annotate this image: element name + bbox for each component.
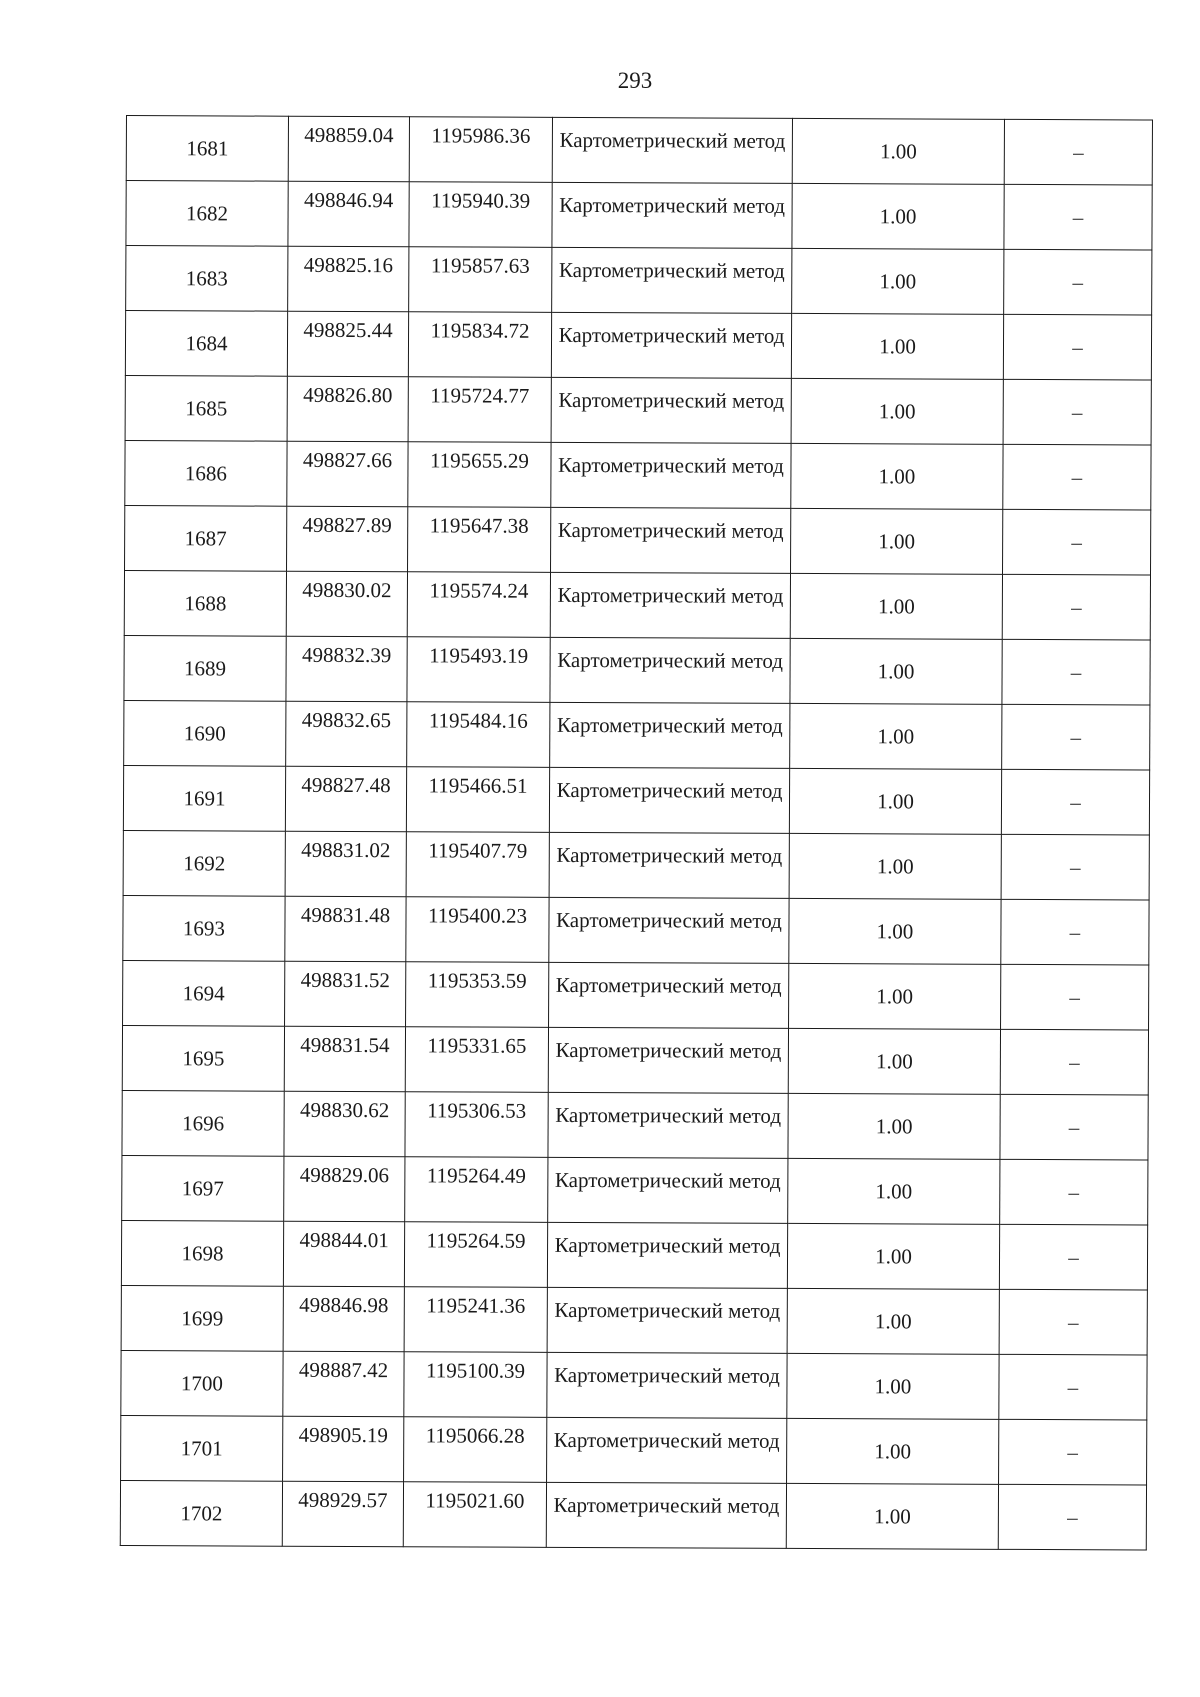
method-cell: Картометрический метод	[548, 1092, 788, 1158]
accuracy-cell: 1.00	[790, 703, 1002, 769]
y-coordinate-cell: 1195066.28	[404, 1417, 547, 1483]
description-cell: –	[1004, 249, 1152, 315]
table-row	[120, 1480, 1146, 1549]
description-cell: –	[999, 1289, 1147, 1355]
table-row	[125, 375, 1151, 444]
method-cell: Картометрический метод	[551, 377, 791, 443]
point-number-cell: 1700	[121, 1350, 283, 1416]
point-number-cell: 1684	[125, 311, 287, 377]
x-coordinate-cell: 498831.52	[285, 961, 406, 1027]
description-cell: –	[1001, 769, 1149, 835]
accuracy-cell: 1.00	[788, 1158, 1000, 1224]
description-cell: –	[999, 1354, 1147, 1420]
point-number-cell: 1699	[121, 1285, 283, 1351]
point-number-cell: 1690	[124, 700, 286, 766]
table-row	[123, 895, 1149, 964]
point-number-cell: 1692	[123, 830, 285, 896]
x-coordinate-cell: 498831.54	[284, 1026, 405, 1092]
y-coordinate-cell: 1195647.38	[408, 507, 551, 573]
y-coordinate-cell: 1195306.53	[405, 1092, 548, 1158]
accuracy-cell: 1.00	[792, 183, 1004, 249]
x-coordinate-cell: 498929.57	[282, 1481, 403, 1547]
description-cell: –	[1002, 704, 1150, 770]
point-number-cell: 1698	[121, 1220, 283, 1286]
accuracy-cell: 1.00	[790, 573, 1002, 639]
accuracy-cell: 1.00	[787, 1418, 999, 1484]
description-cell: –	[1000, 1159, 1148, 1225]
x-coordinate-cell: 498829.06	[284, 1156, 405, 1222]
x-coordinate-cell: 498844.01	[283, 1221, 404, 1287]
description-cell: –	[1004, 184, 1152, 250]
y-coordinate-cell: 1195241.36	[404, 1287, 547, 1353]
y-coordinate-cell: 1195264.59	[404, 1222, 547, 1288]
point-number-cell: 1689	[124, 635, 286, 701]
description-cell: –	[1001, 899, 1149, 965]
table-body	[120, 116, 1152, 1550]
x-coordinate-cell: 498846.94	[288, 181, 409, 247]
method-cell: Картометрический метод	[550, 637, 790, 703]
accuracy-cell: 1.00	[787, 1223, 999, 1289]
table-row	[124, 700, 1150, 769]
table-row	[124, 635, 1150, 704]
point-number-cell: 1683	[126, 246, 288, 312]
method-cell: Картометрический метод	[551, 507, 791, 573]
table-row	[123, 765, 1149, 834]
description-cell: –	[1004, 119, 1152, 185]
method-cell: Картометрический метод	[549, 832, 789, 898]
x-coordinate-cell: 498826.80	[287, 376, 408, 442]
x-coordinate-cell: 498830.62	[284, 1091, 405, 1157]
description-cell: –	[1000, 1094, 1148, 1160]
coordinates-table-wrapper	[120, 115, 1152, 1550]
accuracy-cell: 1.00	[788, 1028, 1000, 1094]
y-coordinate-cell: 1195857.63	[409, 247, 552, 313]
table-row	[123, 960, 1149, 1029]
y-coordinate-cell: 1195986.36	[409, 117, 552, 183]
x-coordinate-cell: 498905.19	[283, 1416, 404, 1482]
point-number-cell: 1693	[123, 895, 285, 961]
y-coordinate-cell: 1195400.23	[406, 897, 549, 963]
point-number-cell: 1694	[123, 960, 285, 1026]
table-row	[121, 1220, 1147, 1289]
x-coordinate-cell: 498827.66	[287, 441, 408, 507]
point-number-cell: 1696	[122, 1090, 284, 1156]
method-cell: Картометрический метод	[547, 1417, 787, 1483]
point-number-cell: 1695	[122, 1025, 284, 1091]
table-row	[121, 1350, 1147, 1419]
table-row	[125, 311, 1151, 380]
description-cell: –	[999, 1419, 1147, 1485]
x-coordinate-cell: 498859.04	[288, 116, 409, 182]
point-number-cell: 1702	[120, 1480, 282, 1546]
x-coordinate-cell: 498830.02	[286, 571, 407, 637]
y-coordinate-cell: 1195724.77	[408, 377, 551, 443]
method-cell: Картометрический метод	[547, 1222, 787, 1288]
accuracy-cell: 1.00	[789, 898, 1001, 964]
point-number-cell: 1691	[123, 765, 285, 831]
method-cell: Картометрический метод	[548, 1027, 788, 1093]
method-cell: Картометрический метод	[552, 247, 792, 313]
accuracy-cell: 1.00	[788, 1093, 1000, 1159]
point-number-cell: 1685	[125, 375, 287, 441]
description-cell: –	[1001, 964, 1149, 1030]
page-number: 293	[617, 68, 653, 93]
y-coordinate-cell: 1195021.60	[403, 1482, 546, 1548]
x-coordinate-cell: 498831.02	[285, 831, 406, 897]
description-cell: –	[999, 1224, 1147, 1290]
y-coordinate-cell: 1195940.39	[409, 182, 552, 248]
description-cell: –	[1001, 834, 1149, 900]
method-cell: Картометрический метод	[548, 1157, 788, 1223]
method-cell: Картометрический метод	[550, 572, 790, 638]
accuracy-cell: 1.00	[791, 443, 1003, 509]
y-coordinate-cell: 1195834.72	[408, 312, 551, 378]
accuracy-cell: 1.00	[787, 1353, 999, 1419]
x-coordinate-cell: 498825.16	[288, 246, 409, 312]
accuracy-cell: 1.00	[789, 963, 1001, 1029]
accuracy-cell: 1.00	[791, 508, 1003, 574]
y-coordinate-cell: 1195331.65	[405, 1027, 548, 1093]
y-coordinate-cell: 1195407.79	[406, 832, 549, 898]
y-coordinate-cell: 1195353.59	[406, 962, 549, 1028]
y-coordinate-cell: 1195466.51	[406, 767, 549, 833]
accuracy-cell: 1.00	[792, 118, 1004, 184]
point-number-cell: 1681	[126, 116, 288, 182]
method-cell: Картометрический метод	[551, 442, 791, 508]
table-row	[126, 116, 1152, 185]
accuracy-cell: 1.00	[786, 1483, 998, 1549]
table-row	[124, 570, 1150, 639]
method-cell: Картометрический метод	[549, 962, 789, 1028]
description-cell: –	[1003, 509, 1151, 575]
table-row	[122, 1155, 1148, 1224]
method-cell: Картометрический метод	[546, 1482, 786, 1548]
method-cell: Картометрический метод	[547, 1287, 787, 1353]
accuracy-cell: 1.00	[792, 248, 1004, 314]
description-cell: –	[1003, 379, 1151, 445]
table-row	[121, 1285, 1147, 1354]
method-cell: Картометрический метод	[547, 1352, 787, 1418]
x-coordinate-cell: 498846.98	[283, 1286, 404, 1352]
accuracy-cell: 1.00	[787, 1288, 999, 1354]
description-cell: –	[1000, 1029, 1148, 1095]
table-row	[121, 1415, 1147, 1484]
y-coordinate-cell: 1195655.29	[408, 442, 551, 508]
point-number-cell: 1686	[125, 440, 287, 506]
coordinates-table	[120, 115, 1153, 1550]
x-coordinate-cell: 498825.44	[287, 311, 408, 377]
x-coordinate-cell: 498827.48	[285, 766, 406, 832]
x-coordinate-cell: 498832.39	[286, 636, 407, 702]
accuracy-cell: 1.00	[789, 768, 1001, 834]
table-row	[126, 246, 1152, 315]
method-cell: Картометрический метод	[552, 182, 792, 248]
accuracy-cell: 1.00	[789, 833, 1001, 899]
y-coordinate-cell: 1195493.19	[407, 637, 550, 703]
table-row	[125, 505, 1151, 574]
description-cell: –	[1002, 639, 1150, 705]
method-cell: Картометрический метод	[549, 897, 789, 963]
method-cell: Картометрический метод	[552, 117, 792, 183]
table-row	[122, 1090, 1148, 1159]
x-coordinate-cell: 498827.89	[287, 506, 408, 572]
x-coordinate-cell: 498887.42	[283, 1351, 404, 1417]
point-number-cell: 1682	[126, 181, 288, 247]
x-coordinate-cell: 498832.65	[286, 701, 407, 767]
description-cell: –	[1003, 444, 1151, 510]
y-coordinate-cell: 1195574.24	[407, 572, 550, 638]
description-cell: –	[1002, 574, 1150, 640]
accuracy-cell: 1.00	[791, 313, 1003, 379]
table-row	[126, 181, 1152, 250]
accuracy-cell: 1.00	[791, 378, 1003, 444]
x-coordinate-cell: 498831.48	[285, 896, 406, 962]
point-number-cell: 1688	[124, 570, 286, 636]
y-coordinate-cell: 1195100.39	[404, 1352, 547, 1418]
point-number-cell: 1697	[122, 1155, 284, 1221]
point-number-cell: 1687	[125, 505, 287, 571]
description-cell: –	[998, 1484, 1146, 1550]
method-cell: Картометрический метод	[550, 702, 790, 768]
point-number-cell: 1701	[121, 1415, 283, 1481]
y-coordinate-cell: 1195264.49	[405, 1157, 548, 1223]
table-row	[122, 1025, 1148, 1094]
accuracy-cell: 1.00	[790, 638, 1002, 704]
method-cell: Картометрический метод	[551, 312, 791, 378]
method-cell: Картометрический метод	[549, 767, 789, 833]
y-coordinate-cell: 1195484.16	[407, 702, 550, 768]
description-cell: –	[1003, 314, 1151, 380]
table-row	[125, 440, 1151, 509]
table-row	[123, 830, 1149, 899]
